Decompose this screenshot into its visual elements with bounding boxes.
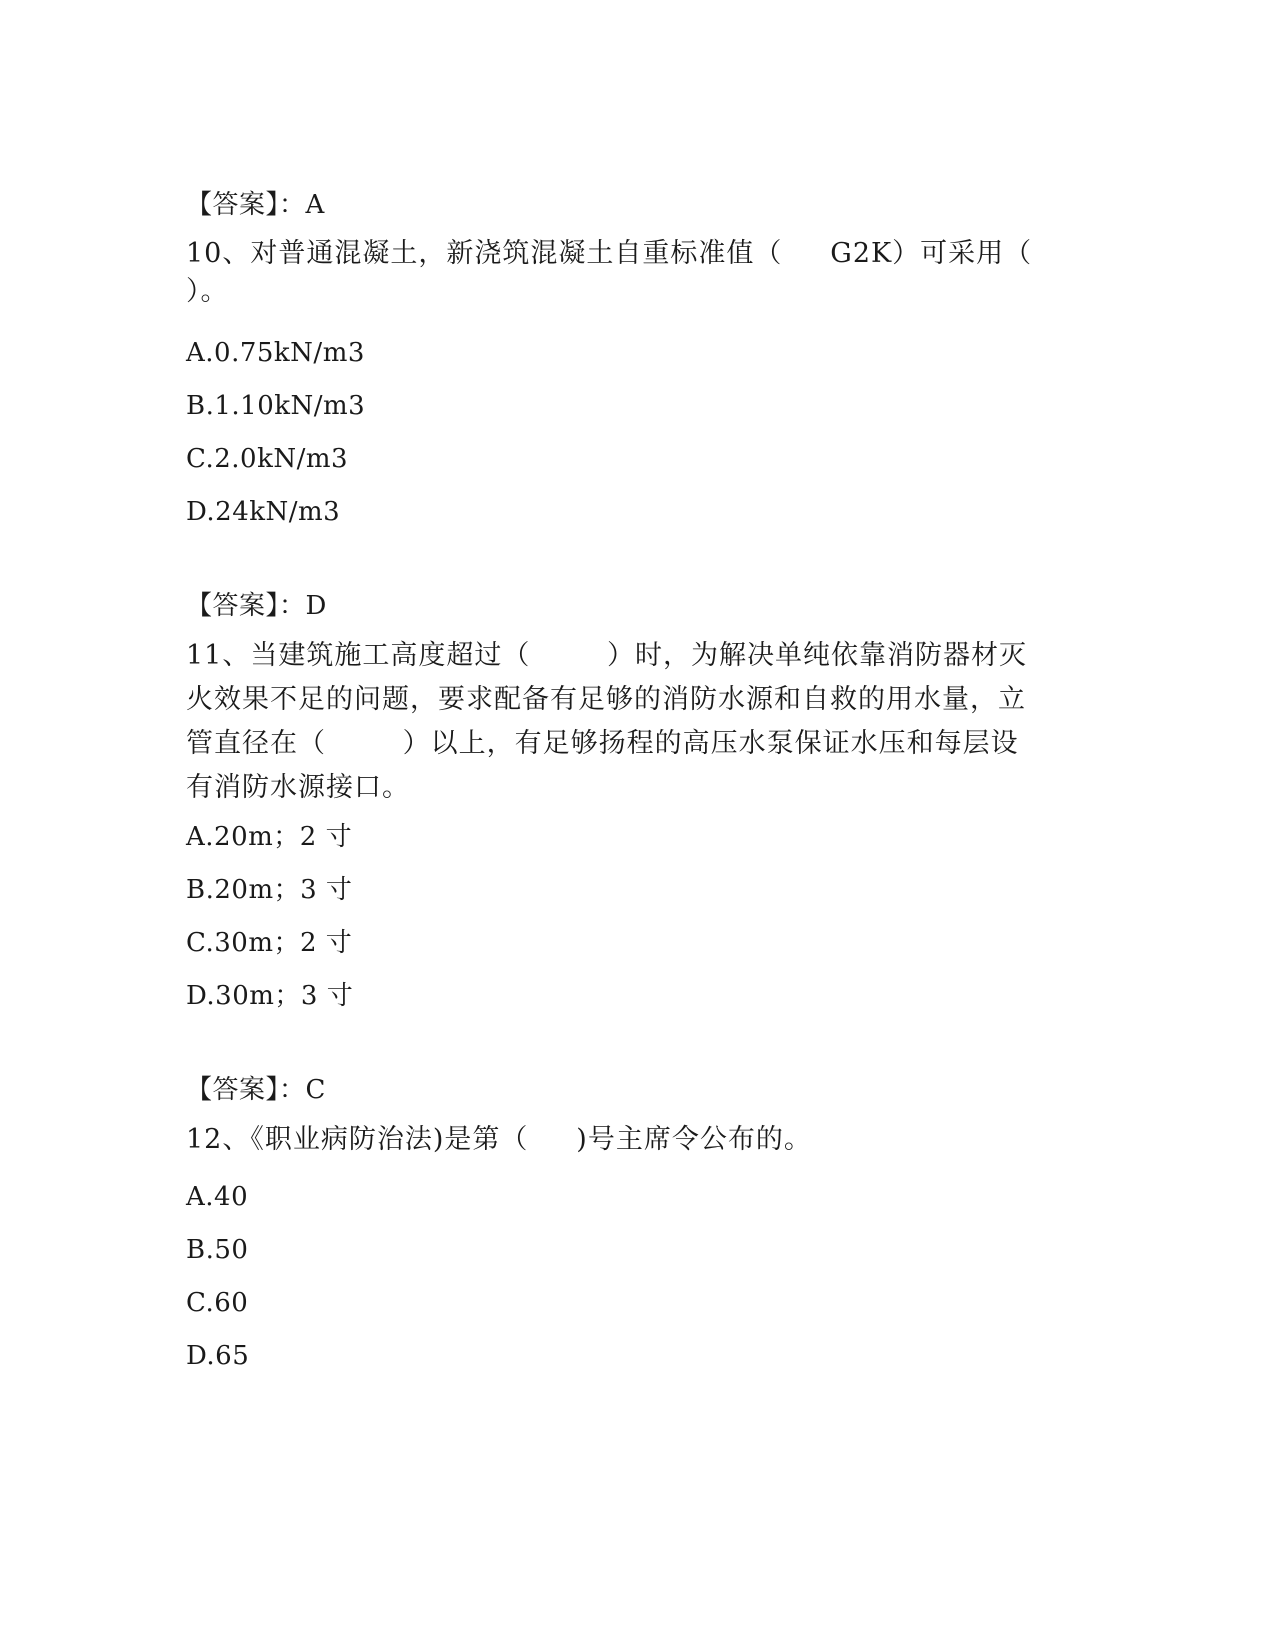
question-12-option-a: A.40	[186, 1182, 249, 1212]
question-12-option-c: C.60	[186, 1288, 249, 1318]
question-11-line-2: 火效果不足的问题，要求配备有足够的消防水源和自救的用水量，立	[186, 684, 1026, 715]
question-10-option-c: C.2.0kN/m3	[186, 444, 349, 474]
question-12-option-b: B.50	[186, 1235, 249, 1265]
answer-9: 【答案】：A	[186, 190, 325, 220]
question-11-option-d: D.30m；3 寸	[186, 981, 354, 1011]
answer-10: 【答案】：D	[186, 591, 327, 621]
question-10-option-d: D.24kN/m3	[186, 497, 341, 527]
question-11-line-1: 11、当建筑施工高度超过（ ）时，为解决单纯依靠消防器材灭	[186, 640, 1028, 671]
question-10-option-b: B.1.10kN/m3	[186, 391, 366, 421]
question-10-line-1: 10、对普通混凝土，新浇筑混凝土自重标准值（ G2K）可采用（	[186, 238, 1033, 269]
answer-11: 【答案】：C	[186, 1075, 326, 1105]
question-12-text	[186, 1118, 1066, 1162]
question-11-option-b: B.20m；3 寸	[186, 875, 353, 905]
question-11-option-c: C.30m；2 寸	[186, 928, 353, 958]
question-10-text	[186, 232, 1066, 314]
question-10-line-2: ）。	[186, 276, 229, 307]
question-12-option-d: D.65	[186, 1341, 250, 1371]
question-11-line-3: 管直径在（ ）以上，有足够扬程的高压水泵保证水压和每层设	[186, 728, 1019, 759]
question-12-line-1: 12、《职业病防治法)是第（ )号主席令公布的。	[186, 1124, 812, 1155]
question-11-text	[186, 634, 1066, 810]
question-11-option-a: A.20m；2 寸	[186, 822, 353, 852]
question-10-option-a: A.0.75kN/m3	[186, 338, 365, 368]
question-11-line-4: 有消防水源接口。	[186, 772, 410, 803]
